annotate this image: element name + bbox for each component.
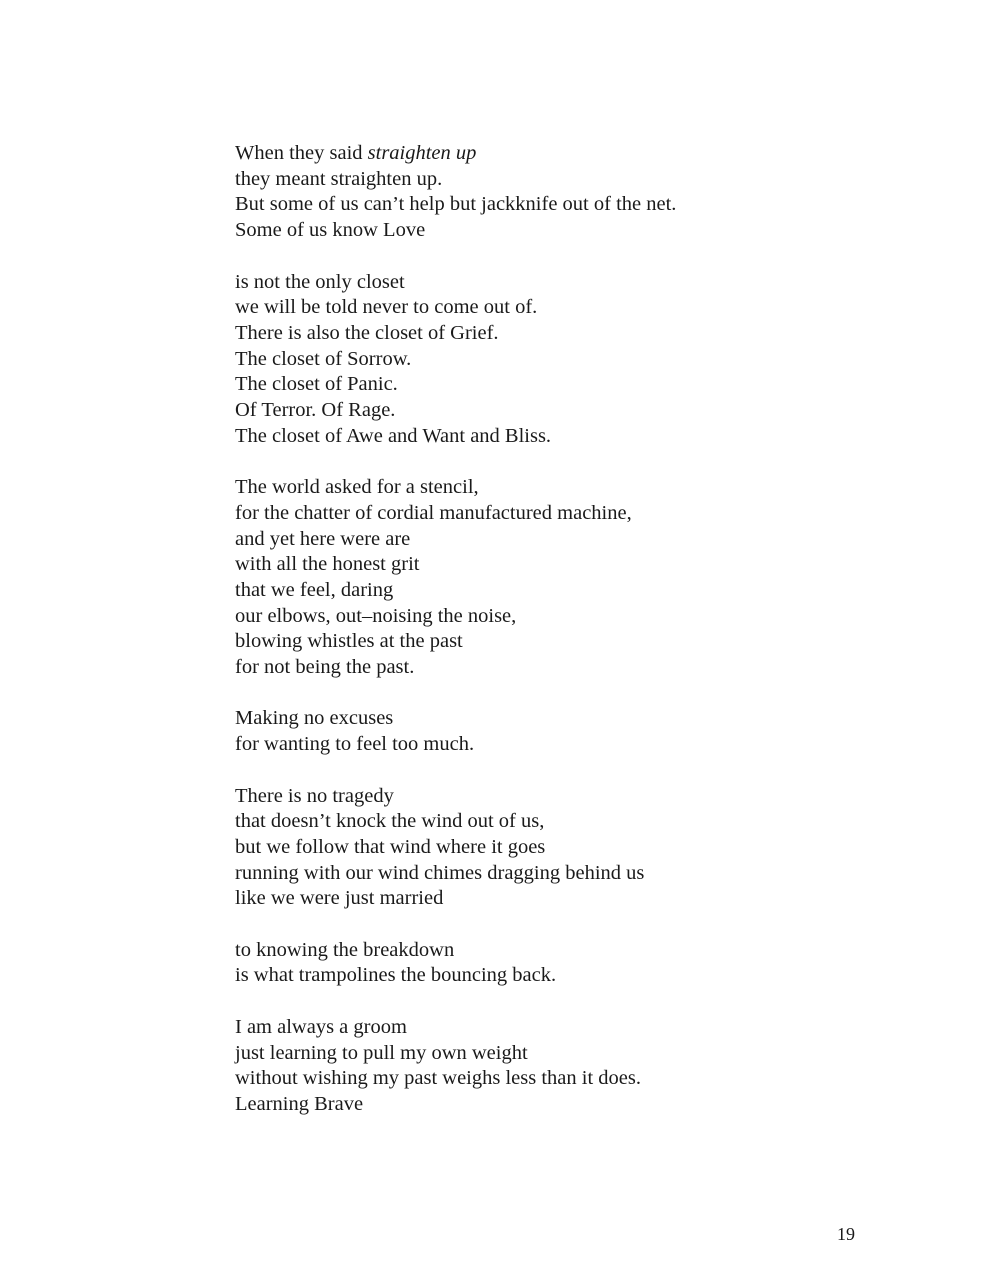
poem-line: for not being the past. bbox=[235, 656, 415, 679]
poem-line: our elbows, out–noising the noise, bbox=[235, 604, 517, 627]
poem-line: they meant straighten up. bbox=[235, 167, 443, 190]
poem-line: There is no tragedy bbox=[235, 784, 394, 807]
poem-line: without wishing my past weighs less than it does. bbox=[235, 1067, 641, 1090]
poem-line: but we follow that wind where it goes bbox=[235, 835, 546, 858]
poem-line: we will be told never to come out of. bbox=[235, 296, 538, 319]
poem-body bbox=[235, 141, 676, 1143]
poem-line: that doesn’t knock the wind out of us, bbox=[235, 810, 545, 833]
stanza-4 bbox=[235, 706, 676, 757]
poem-line: is what trampolines the bouncing back. bbox=[235, 964, 557, 987]
stanza-1 bbox=[235, 141, 676, 244]
poem-line: and yet here were are bbox=[235, 527, 411, 550]
poem-line: for wanting to feel too much. bbox=[235, 733, 475, 756]
poem-line: for the chatter of cordial manufactured machine, bbox=[235, 501, 632, 524]
line-text: When they said bbox=[235, 142, 368, 164]
poem-line: The closet of Sorrow. bbox=[235, 347, 412, 370]
poem-line bbox=[235, 141, 676, 167]
poem-line: There is also the closet of Grief. bbox=[235, 321, 499, 344]
stanza-6 bbox=[235, 938, 676, 989]
poem-line: with all the honest grit bbox=[235, 553, 420, 576]
poem-line: But some of us can’t help but jackknife out of the net. bbox=[235, 193, 677, 216]
poem-line: just learning to pull my own weight bbox=[235, 1041, 528, 1064]
poem-line: that we feel, daring bbox=[235, 578, 394, 601]
poem-line: Some of us know Love bbox=[235, 219, 426, 242]
poem-line: to knowing the breakdown bbox=[235, 938, 455, 961]
poem-line: blowing whistles at the past bbox=[235, 630, 463, 653]
poem-line: Of Terror. Of Rage. bbox=[235, 399, 396, 422]
poem-line: The closet of Panic. bbox=[235, 373, 398, 396]
poem-line: Making no excuses bbox=[235, 707, 394, 730]
poem-line: running with our wind chimes dragging behind us bbox=[235, 861, 645, 884]
poem-line: like we were just married bbox=[235, 887, 444, 910]
poem-line: The world asked for a stencil, bbox=[235, 476, 479, 499]
stanza-5 bbox=[235, 784, 676, 913]
italic-phrase: straighten up bbox=[367, 142, 477, 164]
poem-line: The closet of Awe and Want and Bliss. bbox=[235, 424, 552, 447]
poem-line: is not the only closet bbox=[235, 270, 405, 293]
stanza-3 bbox=[235, 475, 676, 681]
poem-line: I am always a groom bbox=[235, 1015, 407, 1038]
page-number: 19 bbox=[837, 1224, 855, 1244]
stanza-2 bbox=[235, 270, 676, 450]
poem-line: Learning Brave bbox=[235, 1092, 364, 1115]
stanza-7 bbox=[235, 1015, 676, 1118]
